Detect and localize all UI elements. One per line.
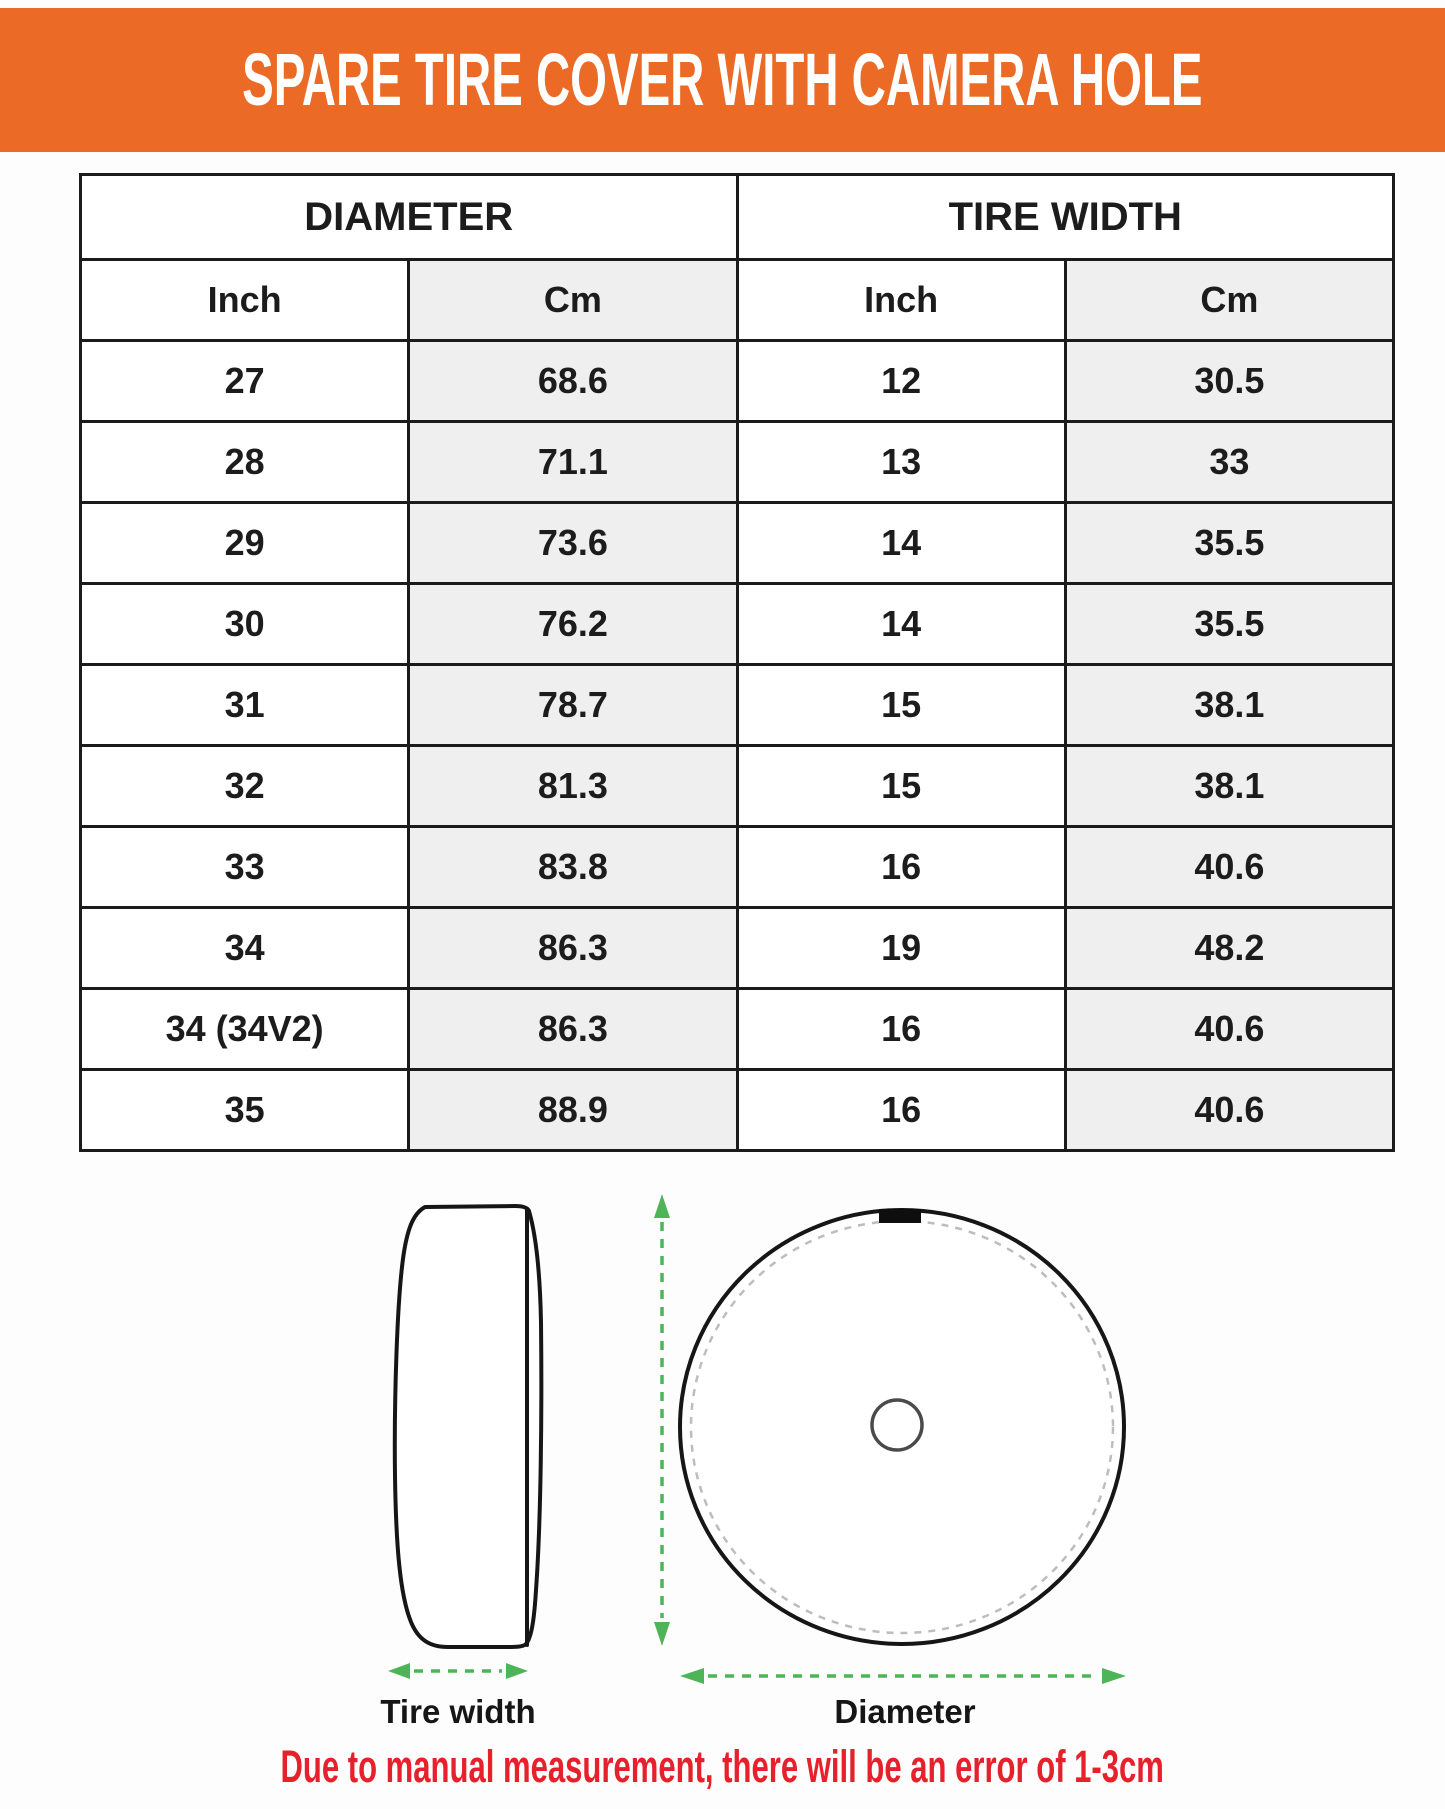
diameter-inch-value: 31	[81, 665, 409, 746]
table-row	[81, 503, 1394, 584]
diameter-cm-value: 83.8	[409, 827, 737, 908]
diameter-inch-value: 34 (34V2)	[81, 989, 409, 1070]
diameter-dimension	[680, 1668, 1126, 1730]
width-inch-value: 13	[737, 422, 1065, 503]
diameter-inch-value: 35	[81, 1070, 409, 1151]
width-inch-value: 12	[737, 341, 1065, 422]
diameter-cm-value: 86.3	[409, 989, 737, 1070]
diameter-vertical-dimension	[654, 1194, 670, 1646]
measurement-note-text: Due to manual measurement, there will be an error of 1-3cm	[280, 1741, 1165, 1792]
header-width-inch: Inch	[737, 260, 1065, 341]
width-cm-value: 38.1	[1065, 746, 1393, 827]
camera-hole	[872, 1400, 922, 1450]
column-group-diameter: DIAMETER	[81, 175, 738, 260]
diameter-inch-value: 27	[81, 341, 409, 422]
diameter-cm-value: 76.2	[409, 584, 737, 665]
diameter-label: Diameter	[834, 1693, 976, 1730]
measurement-note	[0, 1742, 1445, 1792]
width-cm-value: 35.5	[1065, 503, 1393, 584]
width-inch-value: 16	[737, 989, 1065, 1070]
diameter-cm-value: 68.6	[409, 341, 737, 422]
arrow-right-icon	[506, 1663, 528, 1679]
table-row	[81, 341, 1394, 422]
header-diameter-cm: Cm	[409, 260, 737, 341]
diameter-cm-value: 78.7	[409, 665, 737, 746]
width-cm-value: 35.5	[1065, 584, 1393, 665]
diameter-inch-value: 34	[81, 908, 409, 989]
header-width-cm: Cm	[1065, 260, 1393, 341]
tire-width-dimension	[380, 1663, 535, 1730]
diameter-cm-value: 88.9	[409, 1070, 737, 1151]
arrow-down-icon	[654, 1622, 670, 1646]
diameter-cm-value: 73.6	[409, 503, 737, 584]
width-inch-value: 15	[737, 746, 1065, 827]
width-inch-value: 14	[737, 584, 1065, 665]
strap-tab	[879, 1209, 921, 1223]
banner	[0, 8, 1445, 152]
width-cm-value: 40.6	[1065, 1070, 1393, 1151]
table-row	[81, 422, 1394, 503]
width-inch-value: 16	[737, 827, 1065, 908]
side-view-outline	[395, 1206, 542, 1647]
diameter-cm-value: 71.1	[409, 422, 737, 503]
diameter-inch-value: 33	[81, 827, 409, 908]
table-row	[81, 1070, 1394, 1151]
arrow-left-icon	[388, 1663, 410, 1679]
diameter-inch-value: 28	[81, 422, 409, 503]
width-cm-value: 38.1	[1065, 665, 1393, 746]
width-cm-value: 33	[1065, 422, 1393, 503]
arrow-right-icon	[1102, 1668, 1126, 1684]
table-group-header-row	[81, 175, 1394, 260]
diameter-inch-value: 29	[81, 503, 409, 584]
width-cm-value: 48.2	[1065, 908, 1393, 989]
width-cm-value: 30.5	[1065, 341, 1393, 422]
table-row	[81, 827, 1394, 908]
diameter-inch-value: 30	[81, 584, 409, 665]
column-group-tire-width: TIRE WIDTH	[737, 175, 1394, 260]
table-row	[81, 989, 1394, 1070]
width-inch-value: 14	[737, 503, 1065, 584]
width-cm-value: 40.6	[1065, 827, 1393, 908]
table-row	[81, 584, 1394, 665]
diameter-inch-value: 32	[81, 746, 409, 827]
tire-diagrams	[0, 1180, 1445, 1740]
diameter-cm-value: 86.3	[409, 908, 737, 989]
table-row	[81, 746, 1394, 827]
table-row	[81, 665, 1394, 746]
width-inch-value: 19	[737, 908, 1065, 989]
arrow-up-icon	[654, 1194, 670, 1218]
table-subheader-row	[81, 260, 1394, 341]
front-view-tire-illustration	[680, 1209, 1124, 1644]
page-title: SPARE TIRE COVER WITH CAMERA HOLE	[242, 38, 1203, 121]
width-cm-value: 40.6	[1065, 989, 1393, 1070]
side-view-tire-illustration	[395, 1206, 542, 1647]
width-inch-value: 15	[737, 665, 1065, 746]
tire-width-label: Tire width	[380, 1693, 536, 1730]
width-inch-value: 16	[737, 1070, 1065, 1151]
arrow-left-icon	[680, 1668, 704, 1684]
header-diameter-inch: Inch	[81, 260, 409, 341]
size-table	[79, 173, 1395, 1152]
table-row	[81, 908, 1394, 989]
diameter-cm-value: 81.3	[409, 746, 737, 827]
